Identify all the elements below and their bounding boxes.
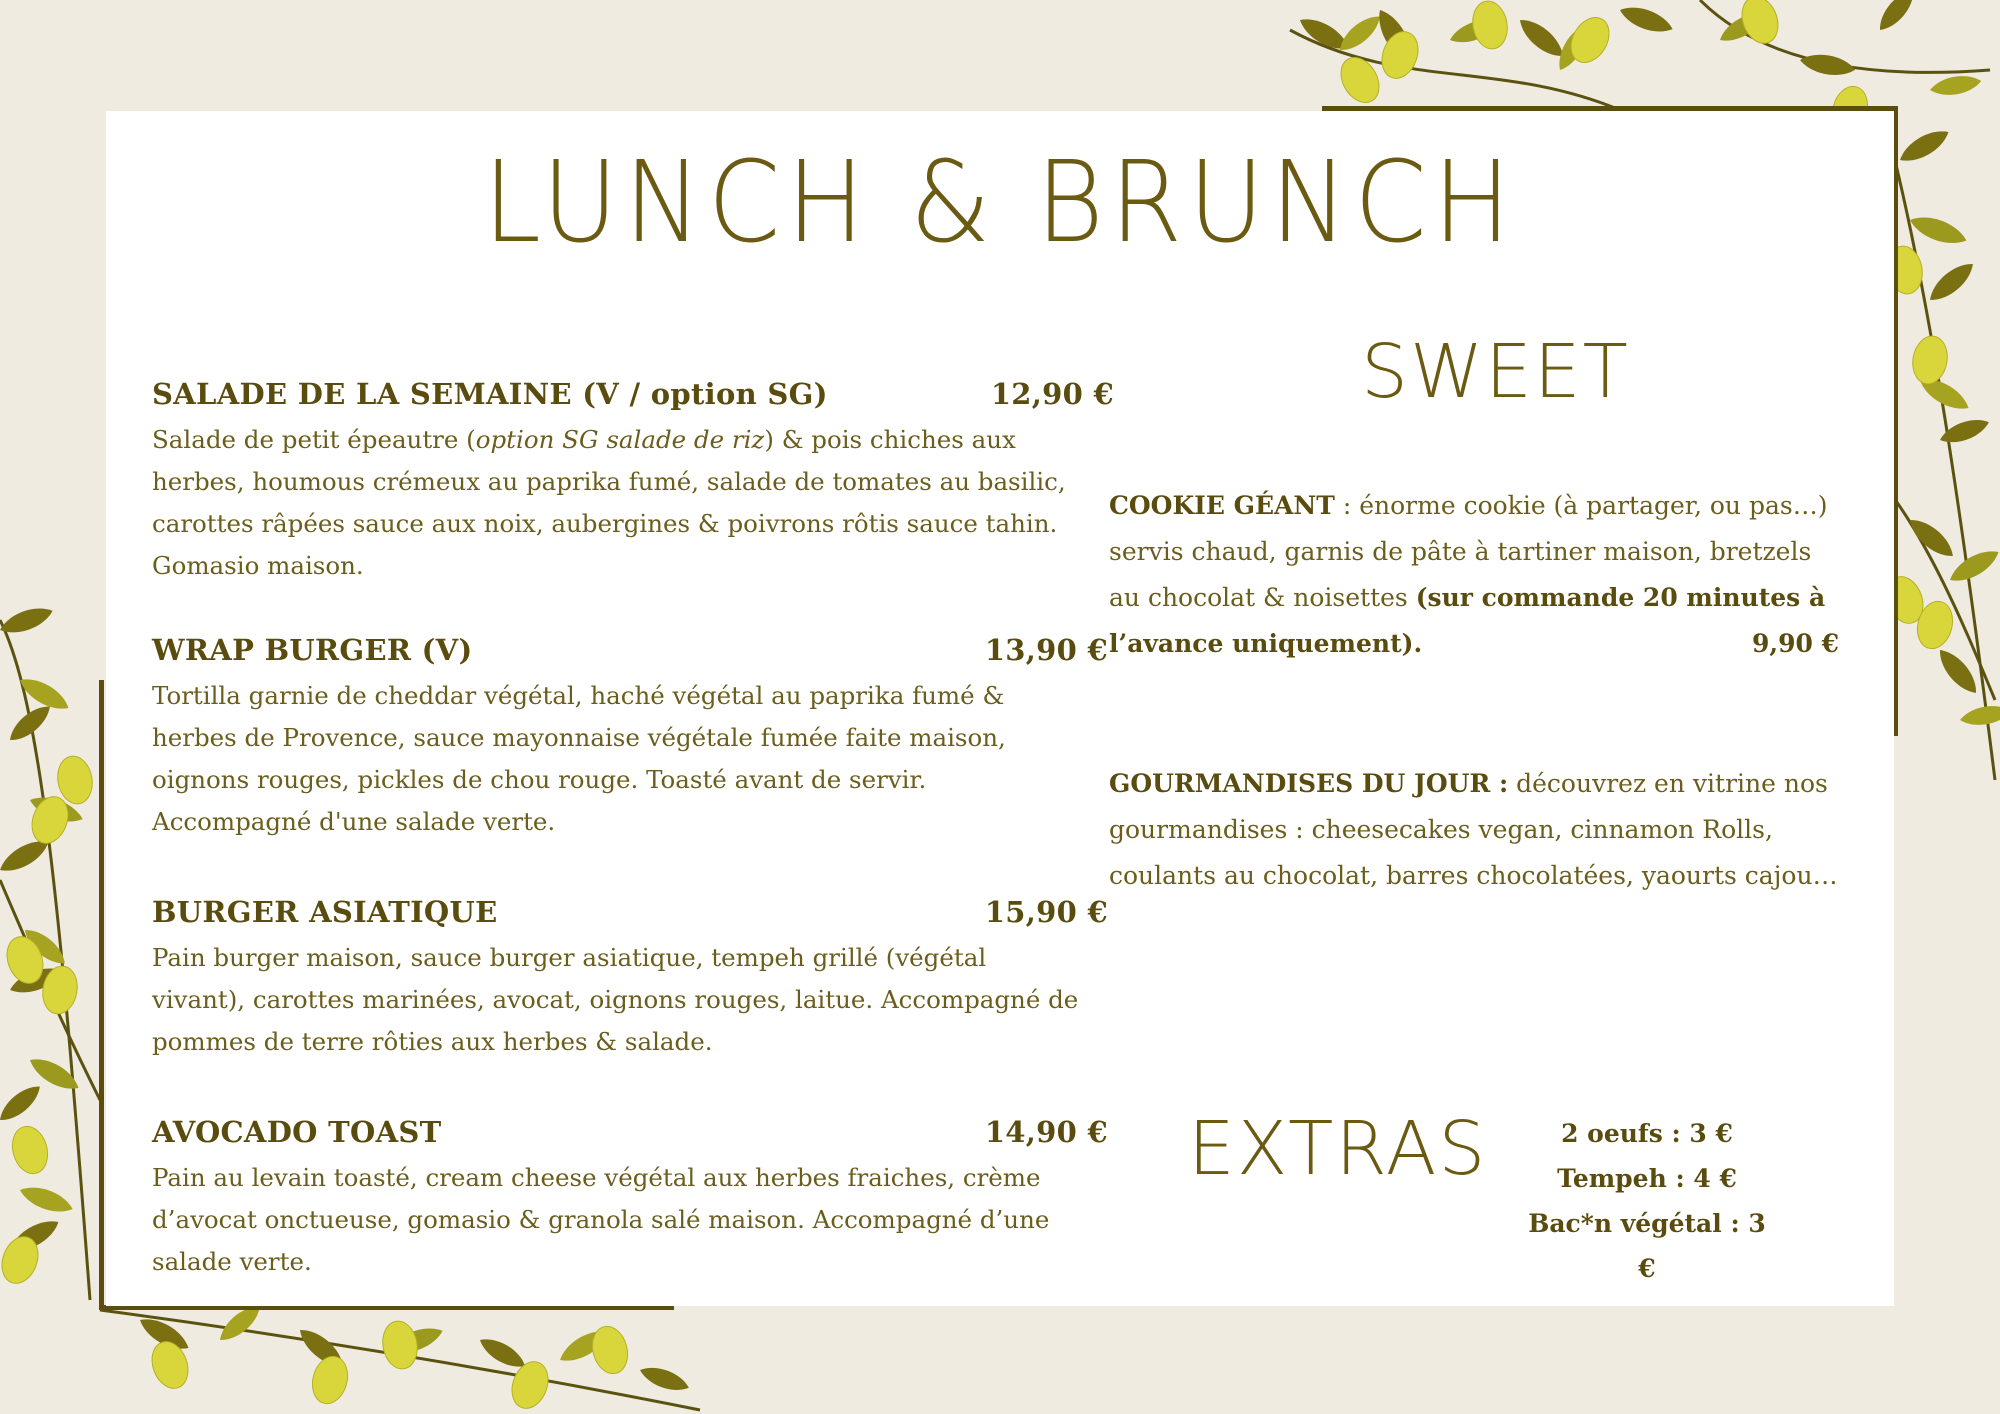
frame-line-left — [99, 680, 104, 1310]
extras-list — [1522, 1111, 1772, 1291]
menu-item-name: SALADE DE LA SEMAINE (V / option SG) — [152, 377, 828, 411]
menu-item-price: 15,90 € — [984, 895, 1108, 929]
menu-item — [152, 895, 1118, 1063]
extras-item: Tempeh : 4 € — [1557, 1164, 1737, 1193]
menu-item-description: Pain au levain toasté, cream cheese végétal aux herbes fraiches, crème d’avocat onctueuse, gomasio & granola salé maison. Accompagné d’une salade verte. — [152, 1163, 1050, 1276]
extras-item: 2 oeufs : 3 € — [1561, 1119, 1733, 1148]
menu-item-price: 12,90 € — [990, 377, 1114, 411]
menu-item-description: Salade de petit épeautre (option SG salade de riz) & pois chiches aux herbes, houmous crémeux au paprika fumé, salade de tomates au basilic, carottes râpées sauce aux noix, aubergines & poivrons rôtis sauce tahin. Gomasio maison. — [152, 425, 1066, 580]
extras-title: EXTRAS — [1188, 1106, 1488, 1192]
sweet-title: SWEET — [1361, 329, 1630, 415]
gourmandises-item — [1109, 761, 1839, 899]
cookie-price: 9,90 € — [1752, 629, 1839, 658]
extras-item: Bac*n végétal : 3 € — [1528, 1209, 1766, 1283]
menu-item-name: WRAP BURGER (V) — [152, 633, 473, 667]
menu-item — [152, 633, 1118, 843]
menu-card — [106, 111, 1894, 1306]
page-title: LUNCH & BRUNCH — [483, 136, 1517, 268]
cookie-item — [1109, 483, 1839, 667]
menu-item-price: 13,90 € — [984, 633, 1108, 667]
cookie-note: (sur commande 20 minutes à l’avance uniquement). — [1109, 583, 1826, 658]
menu-item-name: AVOCADO TOAST — [152, 1115, 442, 1149]
menu-item-description: Tortilla garnie de cheddar végétal, haché végétal au paprika fumé & herbes de Provence, sauce mayonnaise végétale fumée faite maison, oignons rouges, pickles de chou rouge. Toasté avant de servir. Accompagné d'une salade verte. — [152, 681, 1006, 836]
menu-item — [152, 1115, 1118, 1283]
gourmandises-description: découvrez en vitrine nos gourmandises : cheesecakes vegan, cinnamon Rolls, coulants au chocolat, barres chocolatées, yaourts cajou… — [1109, 769, 1838, 890]
menu-item-name: BURGER ASIATIQUE — [152, 895, 498, 929]
gourmandises-name: GOURMANDISES DU JOUR : — [1109, 769, 1509, 798]
cookie-description: : énorme cookie (à partager, ou pas…) servis chaud, garnis de pâte à tartiner maison, bretzels au chocolat & noisettes — [1109, 491, 1828, 612]
menu-item-description: Pain burger maison, sauce burger asiatique, tempeh grillé (végétal vivant), carottes marinées, avocat, oignons rouges, laitue. Accompagné de pommes de terre rôties aux herbes & salade. — [152, 943, 1079, 1056]
cookie-name: COOKIE GÉANT — [1109, 491, 1335, 520]
menu-item — [152, 377, 1118, 587]
menu-item-price: 14,90 € — [984, 1115, 1108, 1149]
